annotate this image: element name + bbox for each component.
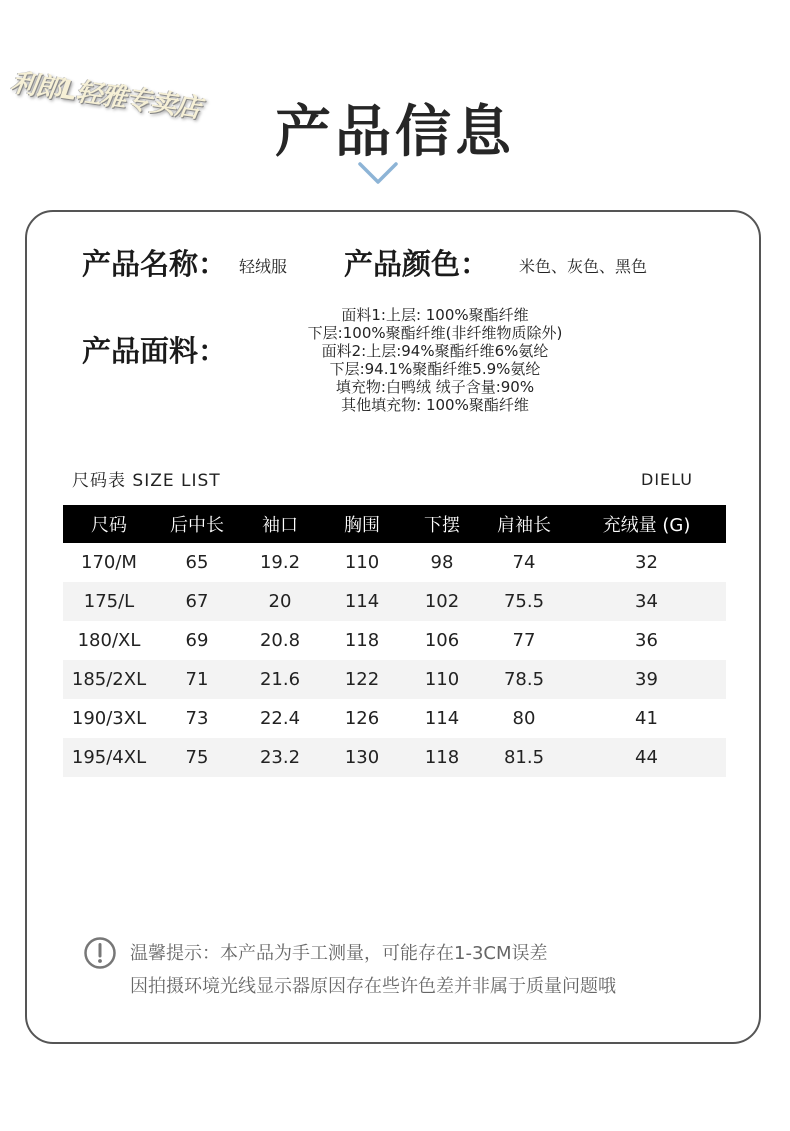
table-row bbox=[63, 738, 726, 777]
fabric-line: 其他填充物: 100%聚酯纤维 bbox=[341, 396, 529, 414]
size-table-title: 尺码表 SIZE LIST bbox=[72, 471, 221, 491]
cell-cuff: 21.6 bbox=[239, 660, 321, 699]
exclamation-circle-icon bbox=[83, 936, 117, 970]
brand-name: DIELU bbox=[641, 470, 693, 489]
cell-sleeve-length: 80 bbox=[512, 708, 536, 729]
notice-text bbox=[130, 937, 616, 1003]
header-cuff: 袖口 bbox=[239, 505, 321, 543]
cell-sleeve-length: 81.5 bbox=[481, 738, 567, 777]
cell-down-fill: 39 bbox=[567, 660, 726, 699]
cell-down-fill: 44 bbox=[567, 738, 726, 777]
table-row bbox=[63, 582, 726, 621]
header-hem: 下摆 bbox=[403, 505, 481, 543]
cell-size: 190/3XL bbox=[71, 708, 147, 729]
cell-chest: 126 bbox=[344, 708, 380, 729]
cell-sleeve-length: 78.5 bbox=[481, 660, 567, 699]
header-sleeve-length: 肩袖长 bbox=[481, 505, 567, 543]
cell-down-fill: 34 bbox=[567, 582, 726, 621]
cell-hem: 98 bbox=[430, 552, 454, 573]
cell-chest: 114 bbox=[321, 582, 403, 621]
product-color-value: 米色、灰色、黑色 bbox=[519, 257, 648, 276]
table-row bbox=[63, 699, 726, 738]
cell-back-length: 75 bbox=[155, 738, 239, 777]
fabric-line: 面料2:上层:94%聚酯纤维6%氨纶 bbox=[321, 342, 549, 360]
notice-line: 温馨提示：本产品为手工测量，可能存在1-3CM误差 bbox=[130, 943, 548, 964]
cell-down-fill: 32 bbox=[635, 552, 658, 573]
cell-size: 185/2XL bbox=[63, 660, 155, 699]
cell-size: 170/M bbox=[81, 552, 137, 573]
fabric-line: 填充物:白鸭绒 绒子含量:90% bbox=[335, 378, 535, 396]
product-color-label: 产品颜色： bbox=[344, 247, 490, 281]
cell-cuff: 20.8 bbox=[259, 630, 301, 651]
table-row bbox=[63, 660, 726, 699]
cell-chest: 122 bbox=[321, 660, 403, 699]
header-chest: 胸围 bbox=[321, 505, 403, 543]
fabric-line: 下层:94.1%聚酯纤维5.9%氨纶 bbox=[329, 360, 541, 378]
table-row bbox=[63, 543, 726, 582]
cell-down-fill: 41 bbox=[635, 708, 658, 729]
cell-chest: 110 bbox=[344, 552, 380, 573]
cell-back-length: 69 bbox=[185, 630, 209, 651]
fabric-details bbox=[270, 306, 600, 414]
table-row bbox=[63, 621, 726, 660]
cell-sleeve-length: 74 bbox=[512, 552, 536, 573]
cell-cuff: 19.2 bbox=[259, 552, 301, 573]
size-table bbox=[63, 505, 726, 777]
cell-hem: 110 bbox=[403, 660, 481, 699]
cell-chest: 130 bbox=[321, 738, 403, 777]
cell-back-length: 67 bbox=[155, 582, 239, 621]
size-table-header bbox=[63, 505, 726, 543]
product-name-value: 轻绒服 bbox=[239, 257, 288, 276]
fabric-line: 下层:100%聚酯纤维(非纤维物质除外) bbox=[307, 324, 563, 342]
store-watermark: 利郎L轻雅专卖店 bbox=[8, 67, 202, 125]
cell-down-fill: 36 bbox=[635, 630, 658, 651]
cell-chest: 118 bbox=[344, 630, 380, 651]
cell-size: 180/XL bbox=[77, 630, 141, 651]
product-fabric-label: 产品面料： bbox=[82, 334, 228, 368]
page-title: 产品信息 bbox=[275, 100, 515, 165]
header-size: 尺码 bbox=[63, 505, 155, 543]
cell-hem: 102 bbox=[403, 582, 481, 621]
cell-hem: 114 bbox=[424, 708, 460, 729]
cell-cuff: 22.4 bbox=[259, 708, 301, 729]
cell-back-length: 65 bbox=[185, 552, 209, 573]
cell-sleeve-length: 77 bbox=[512, 630, 536, 651]
cell-size: 195/4XL bbox=[63, 738, 155, 777]
cell-back-length: 71 bbox=[155, 660, 239, 699]
fabric-line: 面料1:上层: 100%聚酯纤维 bbox=[341, 306, 529, 324]
header-back-length: 后中长 bbox=[155, 505, 239, 543]
header-down-fill: 充绒量 (G) bbox=[567, 505, 726, 543]
product-name-label: 产品名称： bbox=[82, 247, 228, 281]
cell-hem: 106 bbox=[424, 630, 460, 651]
notice-line: 因拍摄环境光线显示器原因存在些许色差并非属于质量问题哦 bbox=[130, 976, 616, 997]
cell-back-length: 73 bbox=[185, 708, 209, 729]
cell-cuff: 20 bbox=[239, 582, 321, 621]
cell-hem: 118 bbox=[403, 738, 481, 777]
cell-sleeve-length: 75.5 bbox=[481, 582, 567, 621]
cell-size: 175/L bbox=[63, 582, 155, 621]
chevron-down-icon bbox=[357, 160, 399, 186]
cell-cuff: 23.2 bbox=[239, 738, 321, 777]
